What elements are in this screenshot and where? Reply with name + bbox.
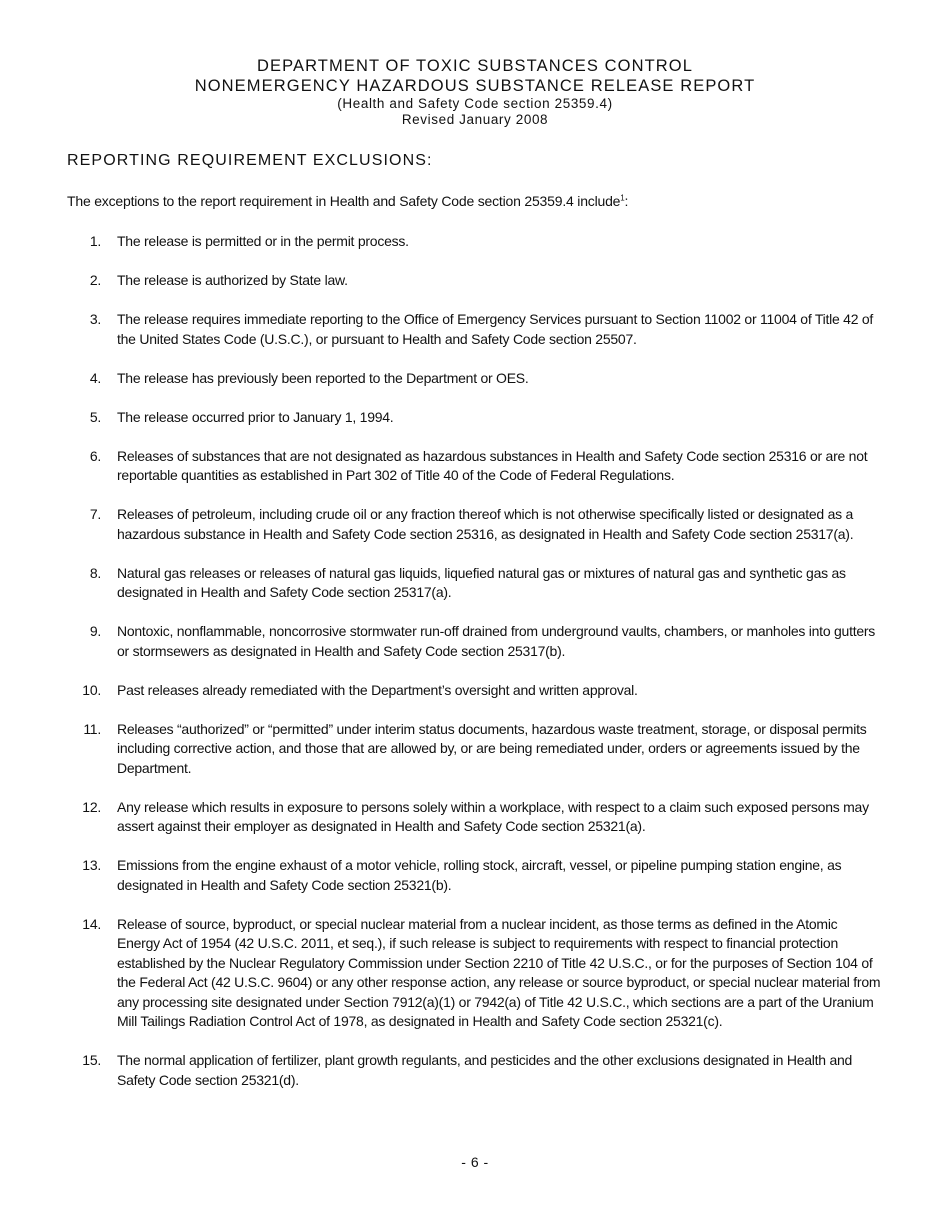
list-item bbox=[67, 720, 882, 779]
item-number: 14. bbox=[82, 915, 101, 932]
item-number: 15. bbox=[82, 1052, 101, 1068]
item-text: Emissions from the engine exhaust of a motor vehicle, rolling stock, aircraft, vessel, or pipeline pumping station engine, as designated in Health and Safety Code section 25321(b). bbox=[117, 857, 842, 893]
list-item bbox=[67, 408, 882, 428]
code-reference: (Health and Safety Code section 25359.4) bbox=[337, 96, 613, 111]
item-text: Release of source, byproduct, or special nuclear material from a nuclear incident, as those terms as defined in the Atomic Energy Act of 1954 (42 U.S.C. 2011, et seq.), if such release is subject to requirements with respect to financial protection established by the Nuclear Regulatory Commission under Section 2210 of Title 42 U.S.C., or for the purposes of Section 104 of the Federal Act (42 U.S.C. 9604) or any other response action, any release or source byproduct, or special nuclear material from any processing site designated under Section 7912(a)(1) or 7942(a) of Title 42 U.S.C., which sections are a part of the Uranium Mill Tailings Radiation Control Act of 1978, as designated in Health and Safety Code section 25321(c). bbox=[117, 915, 881, 1029]
item-text: The release is permitted or in the permit process. bbox=[117, 233, 409, 249]
revision-date: Revised January 2008 bbox=[401, 112, 549, 127]
item-text: Releases of petroleum, including crude oil or any fraction thereof which is not otherwise specifically listed or designated as a hazardous substance in Health and Safety Code section 25316, as designated in Health and Safety Code section 25317(a). bbox=[117, 506, 854, 542]
department-name: DEPARTMENT OF TOXIC SUBSTANCES CONTROL bbox=[256, 57, 694, 75]
intro-suffix: : bbox=[624, 193, 629, 209]
item-text: The release occurred prior to January 1, 1994. bbox=[117, 408, 394, 425]
list-item bbox=[67, 856, 882, 895]
list-item bbox=[67, 447, 882, 486]
item-text: Nontoxic, nonflammable, noncorrosive stormwater run-off drained from underground vaults, chambers, or manholes into gutters or stormsewers as designated in Health and Safety Code section 25317(b). bbox=[117, 623, 876, 659]
item-number: 8. bbox=[89, 564, 101, 581]
document-header bbox=[0, 56, 950, 128]
item-text: The release has previously been reported to the Department or OES. bbox=[117, 369, 529, 386]
item-number: 6. bbox=[89, 447, 101, 464]
footnote-marker: 1 bbox=[620, 193, 625, 203]
item-text: Releases of substances that are not designated as hazardous substances in Health and Safety Code section 25316 or are not reportable quantities as established in Part 302 of Title 40 of the Code of Federal Regulations. bbox=[117, 447, 868, 483]
item-text: Releases “authorized” or “permitted” under interim status documents, hazardous waste treatment, storage, or disposal permits including corrective action, and those that are allowed by, or are being remediated under, orders or agreements issued by the Department. bbox=[117, 720, 867, 776]
item-text: The release is authorized by State law. bbox=[117, 272, 348, 288]
item-number: 5. bbox=[89, 408, 101, 425]
list-item bbox=[67, 232, 882, 252]
item-number: 2. bbox=[89, 272, 101, 288]
item-number: 3. bbox=[89, 311, 101, 327]
list-item bbox=[67, 622, 882, 661]
list-item bbox=[67, 271, 882, 291]
item-number: 7. bbox=[89, 506, 101, 522]
list-item bbox=[67, 369, 882, 389]
item-text: Natural gas releases or releases of natural gas liquids, liquefied natural gas or mixtures of natural gas and synthetic gas as designated in Health and Safety Code section 25317(a). bbox=[117, 564, 846, 600]
list-item bbox=[67, 310, 882, 349]
page-number: - 6 - bbox=[461, 1154, 489, 1170]
item-number: 4. bbox=[89, 369, 101, 386]
item-text: The normal application of fertilizer, plant growth regulants, and pesticides and the other exclusions designated in Health and Safety Code section 25321(d). bbox=[117, 1052, 853, 1088]
list-item bbox=[67, 915, 882, 1032]
item-number: 13. bbox=[82, 857, 101, 873]
item-number: 12. bbox=[82, 798, 101, 815]
list-item bbox=[67, 798, 882, 837]
item-text: Any release which results in exposure to persons solely within a workplace, with respect to a claim such exposed persons may assert against their employer as designated in Health and Safety Code section 25321(a). bbox=[117, 798, 869, 834]
item-text: The release requires immediate reporting to the Office of Emergency Services pursuant to Section 11002 or 11004 of Title 42 of the United States Code (U.S.C.), or pursuant to Health and Safety Code section 25507. bbox=[117, 311, 874, 347]
report-title: NONEMERGENCY HAZARDOUS SUBSTANCE RELEASE REPORT bbox=[194, 77, 756, 95]
item-number: 9. bbox=[89, 623, 101, 639]
list-item bbox=[67, 1051, 882, 1090]
exclusions-list bbox=[67, 232, 882, 1110]
item-text: Past releases already remediated with the Department’s oversight and written approval. bbox=[117, 681, 638, 698]
list-item bbox=[67, 505, 882, 544]
item-number: 10. bbox=[82, 681, 101, 698]
item-number: 11. bbox=[83, 720, 101, 737]
item-number: 1. bbox=[89, 233, 101, 249]
section-heading: REPORTING REQUIREMENT EXCLUSIONS: bbox=[67, 152, 433, 169]
intro-paragraph bbox=[67, 193, 628, 209]
list-item bbox=[67, 564, 882, 603]
intro-text: The exceptions to the report requirement in Health and Safety Code section 25359.4 include bbox=[67, 193, 621, 209]
list-item bbox=[67, 681, 882, 701]
